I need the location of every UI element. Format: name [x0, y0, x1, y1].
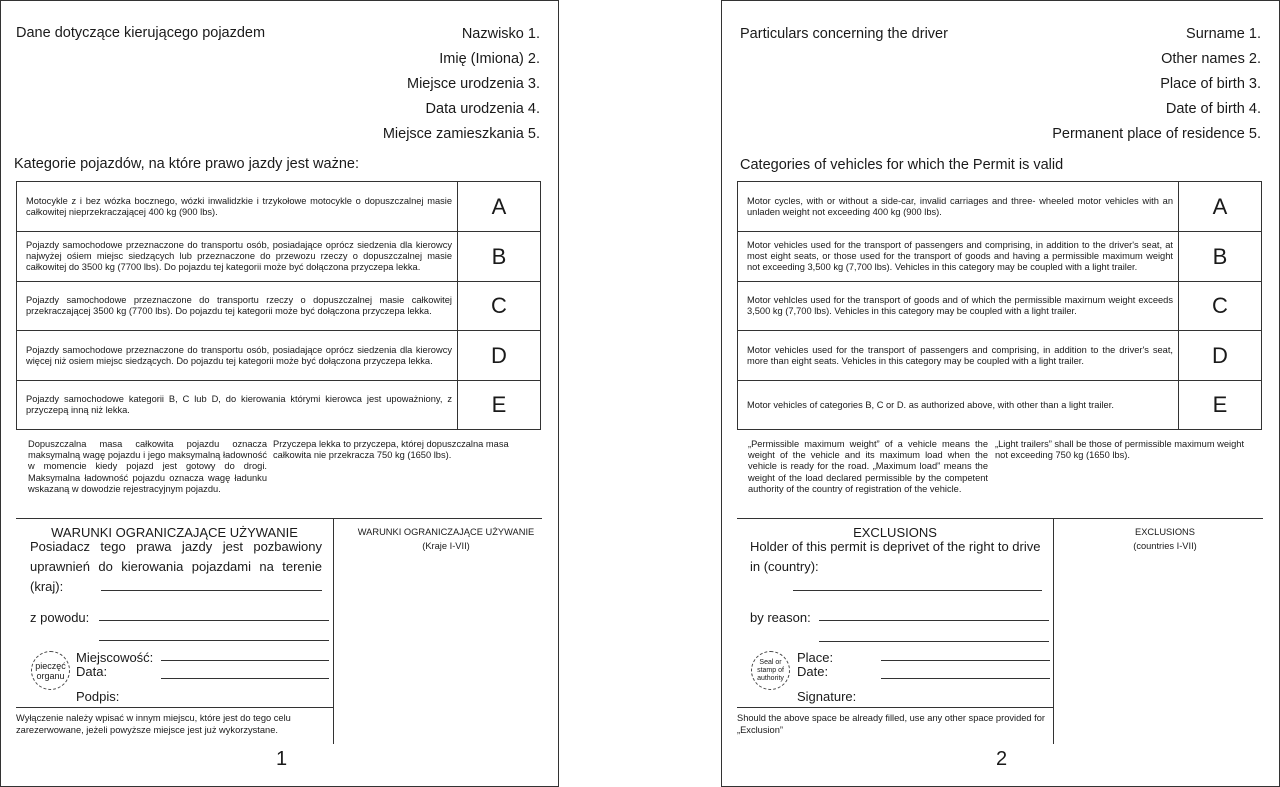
category-letter: E — [1178, 380, 1261, 430]
field-surname: Nazwisko 1. — [461, 26, 540, 42]
note-permissible-mass: Dopuszczalna masa całkowita pojazdu oznacza maksymalną wagę pojazdu i jego maksymalną ładowność w momencie kiedy pojazd jest gotowy do drogi. Maksymalna ładowność pojazdu oznacza wagę ładunku wskazaną w dowodzie rejestracyjnym pojazdu. — [28, 439, 267, 494]
category-letter: B — [457, 232, 540, 281]
category-row-e — [738, 380, 1261, 430]
date-line — [881, 678, 1050, 679]
country-line — [101, 590, 322, 591]
category-description: Pojazdy samochodowe przeznaczone do transportu rzeczy o dopuszczalnej masie całkowitej przekraczającej 3500 kg (7700 lbs). Do pojazdu tej kategorii może być dołączona przyczepa lekka. — [26, 294, 452, 316]
category-description: Pojazdy samochodowe przeznaczone do transportu osób, posiadające oprócz siedzenia dla kierowcy więcej niż osiem miejsc siedzących. Do pojazdu tej kategorii może być dołączona przyczepa lekka. — [26, 344, 452, 366]
place-line — [161, 660, 329, 661]
category-letter: D — [1178, 331, 1261, 380]
page-number: 2 — [996, 748, 1008, 770]
date-label: Date: — [797, 664, 829, 679]
column-divider — [1053, 518, 1054, 744]
countries-title: EXCLUSIONS — [1135, 527, 1195, 537]
footnote: Wyłączenie należy wpisać w innym miejscu, które jest do tego celu zarezerwowane, jeżeli powyższe miejsce jest już wykorzystane. — [16, 713, 291, 735]
category-row-d — [17, 331, 540, 381]
category-description: Motocykle z i bez wózka bocznego, wózki inwalidzkie i trzykołowe motocykle o dopuszczalnej masie całkowitej nieprzekraczającej 400 kg (900 lbs). — [26, 195, 452, 217]
category-description: Motor vehicles used for the transport of passengers and comprising, in addition to the driver's seat, at most eight seats, or those used for the transport of goods and having a permissible maximum weight not exceeding 3,500 kg (7,700 lbs). Vehicles in this category may be coupled with a light trailer. — [747, 240, 1173, 272]
stamp-text: pieczęć organu — [35, 660, 66, 681]
countries-subtitle: (Kraje I-VII) — [422, 541, 470, 551]
date-line — [161, 678, 329, 679]
country-line — [793, 590, 1042, 591]
category-description: Pojazdy samochodowe kategorii B, C lub D, do kierowania którymi kierowca jest upoważniony, z przyczepą inną niż lekka. — [26, 394, 452, 415]
place-line — [881, 660, 1050, 661]
categories-heading: Categories of vehicles for which the Permit is valid — [740, 157, 1064, 173]
category-letter: E — [457, 380, 540, 430]
section-divider — [737, 518, 1263, 519]
footnote-divider — [737, 707, 1054, 708]
category-letter: A — [457, 182, 540, 231]
field-place-of-birth: Miejsce urodzenia 3. — [407, 76, 540, 92]
category-row-b — [17, 232, 540, 282]
restrictions-text: Posiadacz tego prawa jazdy jest pozbawiony uprawnień do kierowania pojazdami na terenie (kraj): — [30, 539, 322, 594]
permit-page-polish — [0, 0, 559, 787]
field-date-of-birth: Date of birth 4. — [1165, 101, 1261, 117]
reason-line-2 — [99, 640, 329, 641]
field-other-names: Imię (Imiona) 2. — [439, 51, 540, 67]
driver-fields — [383, 24, 540, 149]
stamp-circle — [31, 651, 70, 690]
category-row-d — [738, 331, 1261, 381]
field-place-of-birth: Place of birth 3. — [1160, 76, 1261, 92]
category-description: Motor vehicles of categories B, C or D. as authorized above, with other than a light trailer. — [747, 399, 1114, 410]
reason-line-1 — [99, 620, 329, 621]
restrictions-title: EXCLUSIONS — [853, 525, 937, 540]
category-description: Pojazdy samochodowe przeznaczone do transportu osób, posiadające oprócz siedzenia dla kierowcy najwyżej ośiem miejsc siedzących lub przeznaczone do przewozu rzeczy o dopuszczalnej masie całkowitej do 3500 kg (7700 lbs). Do pojazdu tej kategorii może być dołączona przyczepa lekka. — [26, 240, 452, 272]
footnote: Should the above space be already filled, use any other space provided for „Exclusion” — [737, 713, 1046, 735]
signature-label: Podpis: — [76, 689, 120, 704]
section-divider — [16, 518, 542, 519]
reason-label: z powodu: — [30, 610, 90, 625]
restrictions-title: WARUNKI OGRANICZAJĄCE UŻYWANIE — [51, 525, 298, 540]
category-row-a — [17, 182, 540, 232]
permit-page-english — [721, 0, 1280, 787]
driver-fields — [1052, 24, 1261, 149]
stamp-text: Seal or stamp of authority — [757, 658, 784, 682]
reason-line-2 — [819, 641, 1049, 642]
reason-label: by reason: — [750, 610, 811, 625]
category-row-c — [738, 281, 1261, 331]
countries-title: WARUNKI OGRANICZAJĄCE UŻYWANIE — [357, 527, 535, 537]
note-permissible-mass: „Permissible maximum weight” of a vehicle means the weight of the vehicle and its maximum load when the vehicle is ready for the road. „Maximum load” means the weight of the load declared permissible by the competent authority of the country of registration of the vehicle. — [748, 439, 988, 494]
field-surname: Surname 1. — [1186, 26, 1261, 42]
page-title: Dane dotyczące kierującego pojazdem — [16, 25, 266, 41]
column-divider — [333, 518, 334, 744]
date-label: Data: — [76, 664, 108, 679]
category-letter: D — [457, 331, 540, 380]
place-label: Place: — [797, 650, 834, 665]
page-title: Particulars concerning the driver — [740, 26, 948, 42]
category-letter: C — [457, 281, 540, 330]
category-row-c — [17, 281, 540, 331]
category-description: Motor vehicles used for the transport of passengers and comprising, in addition to the driver's seat, more than eight seats. Vehicles in this category may be coupled with a light trailer. — [747, 344, 1173, 366]
countries-subtitle: (countries I-VII) — [1133, 541, 1197, 551]
categories-table — [16, 181, 541, 430]
categories-heading: Kategorie pojazdów, na które prawo jazdy jest ważne: — [14, 156, 359, 172]
category-row-e — [17, 380, 540, 430]
category-letter: C — [1178, 281, 1261, 330]
category-letter: B — [1178, 232, 1261, 281]
restrictions-text: Holder of this permit is deprivet of the right to drive in (country): — [750, 539, 1041, 574]
note-light-trailer: Przyczepa lekka to przyczepa, której dopuszczalna masa całkowita nie przekracza 750 kg (1650 lbs). — [273, 439, 509, 461]
place-label: Miejscowość: — [76, 650, 154, 665]
categories-table — [737, 181, 1262, 430]
field-other-names: Other names 2. — [1161, 51, 1261, 67]
note-light-trailer: „Light trailers” shall be those of permissible maximum weight not exceeding 750 kg (1650 lbs). — [995, 439, 1245, 461]
reason-line-1 — [819, 620, 1049, 621]
footnote-divider — [16, 707, 334, 708]
field-date-of-birth: Data urodzenia 4. — [425, 101, 540, 117]
category-description: Motor vehlcles used for the transport of goods and of which the permissible maxirnum weight exceeds 3,500 kg (7,700 lbs). Vehicles in this category may be coupled with a light trailer. — [747, 294, 1173, 316]
category-row-a — [738, 182, 1261, 232]
field-residence: Permanent place of residence 5. — [1052, 126, 1261, 142]
category-description: Motor cycles, with or without a side-car, invalid carriages and three- wheeled motor vehicles with an unladen weight not exceeding 400 kg (900 lbs). — [747, 195, 1173, 217]
category-row-b — [738, 232, 1261, 282]
stamp-circle — [751, 651, 790, 690]
field-residence: Miejsce zamieszkania 5. — [382, 126, 540, 142]
category-letter: A — [1178, 182, 1261, 231]
signature-label: Signature: — [797, 689, 857, 704]
page-number: 1 — [276, 748, 288, 770]
